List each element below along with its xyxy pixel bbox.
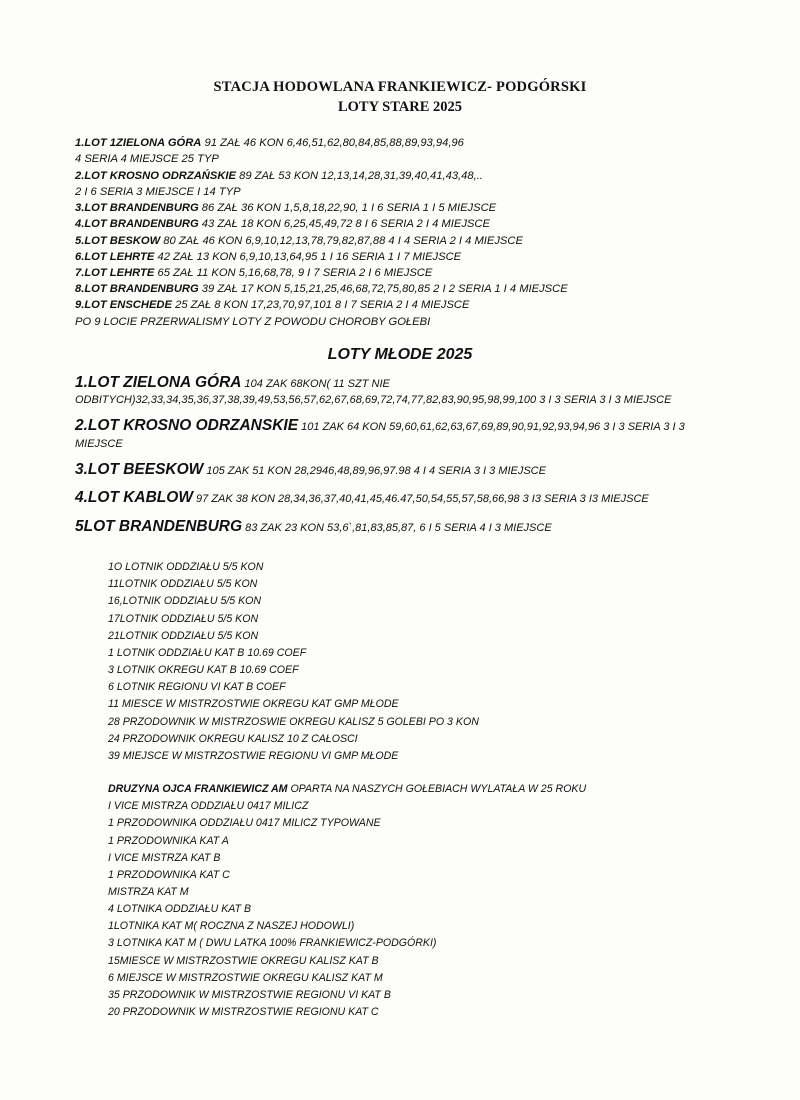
young-flights-title: LOTY MŁODE 2025 [327, 345, 473, 363]
awards-heading-bold: DRUZYNA OJCA FRANKIEWICZ AM [108, 783, 288, 796]
page-subtitle: LOTY STARE 2025 [337, 98, 463, 115]
awards-line: 4 LOTNIKA ODDZIAŁU KAT B [108, 903, 252, 916]
stats-line: 16,LOTNIK ODDZIAŁU 5/5 KON [108, 595, 262, 608]
stats-line: 21LOTNIK ODDZIAŁU 5/5 KON [108, 629, 259, 642]
awards-line: MISTRZA KAT M [108, 885, 189, 898]
old-flight-line [75, 265, 730, 281]
stats-line: 11LOTNIK ODDZIAŁU 5/5 KON [108, 578, 258, 591]
awards-line: 1 PRZODOWNIKA KAT C [108, 868, 230, 881]
old-flight-rest: 43 ZAŁ 18 KON 6,25,45,49,72 8 I 6 SERIA 2 I 4 MIEJSCE [201, 218, 490, 231]
old-flight-rest: 89 ZAŁ 53 KON 12,13,14,28,31,39,40,41,43,48,.. [239, 169, 483, 182]
awards-line: 1 PRZODOWNIKA ODDZIAŁU 0417 MILICZ TYPOWANE [108, 817, 381, 830]
awards-line: 15MIESCE W MISTRZOSTWIE OKREGU KALISZ KAT B [108, 954, 379, 967]
stats-line: 17LOTNIK ODDZIAŁU 5/5 KON [108, 612, 259, 625]
old-flight-rest: 91 ZAŁ 46 KON 6,46,51,62,80,84,85,88,89,93,94,96 [204, 137, 464, 150]
old-flight-line [75, 233, 730, 249]
stats-line: 39 MIEJSCE W MISTRZOSTWIE REGIONU VI GMP MŁODE [108, 749, 399, 762]
awards-heading-rest: OPARTA NA NASZYCH GOŁEBIACH WYLATAŁA W 25 ROKU [287, 783, 587, 796]
old-flight-subline: 4 SERIA 4 MIEJSCE 25 TYP [75, 153, 219, 166]
old-flight-rest: 39 ZAŁ 17 KON 5,15,21,25,46,68,72,75,80,85 2 I 2 SERIA 1 I 4 MIEJSCE [201, 283, 568, 296]
awards-heading [108, 781, 730, 798]
awards-line: I VICE MISTRZA ODDZIAŁU 0417 MILICZ [108, 800, 309, 813]
old-flight-line [75, 135, 730, 151]
young-flight-rest: 101 ZAK 64 KON 59,60,61,62,63,67,69,89,90,91,92,93,94,96 3 I 3 SERIA 3 I 3 MIEJSCE [75, 421, 685, 450]
old-flight-line [75, 216, 730, 232]
young-flight-head: 4.LOT KABLOW [75, 489, 193, 507]
young-flight-rest: 105 ZAK 51 KON 28,2946,48,89,96,97.98 4 I 4 SERIA 3 I 3 MIEJSCE [206, 465, 546, 478]
old-flight-head: 5.LOT BESKOW [75, 234, 161, 247]
old-flight-rest: 42 ZAŁ 13 KON 6,9,10,13,64,95 1 I 16 SERIA 1 I 7 MIEJSCE [157, 250, 462, 263]
awards-line: 20 PRZODOWNIK W MISTRZOSTWIE REGIONU KAT C [108, 1006, 379, 1019]
old-flight-head: 2.LOT KROSNO ODRZAŃSKIE [75, 169, 236, 182]
old-flight-head: 4.LOT BRANDENBURG [75, 218, 199, 231]
young-flight-entry [75, 372, 730, 409]
old-flight-rest: 25 ZAŁ 8 KON 17,23,70,97,101 8 I 7 SERIA 2 I 4 MIEJSCE [175, 299, 470, 312]
old-flights-note: PO 9 LOCIE PRZERWALISMY LOTY Z POWODU CHOROBY GOŁEBI [75, 315, 431, 328]
young-flight-head: 1.LOT ZIELONA GÓRA [75, 373, 242, 391]
young-flight-entry [75, 516, 730, 537]
stats-line: 6 LOTNIK REGIONU VI KAT B COEF [108, 681, 286, 694]
awards-line: 35 PRZODOWNIK W MISTRZOSTWIE REGIONU VI KAT B [108, 988, 391, 1001]
old-flight-head: 1.LOT 1ZIELONA GÓRA [75, 137, 202, 150]
old-flights-section [75, 135, 730, 330]
stats-line: 1 LOTNIK ODDZIAŁU KAT B 10.69 COEF [108, 646, 307, 659]
awards-line: 3 LOTNIKA KAT M ( DWU LATKA 100% FRANKIEWICZ-PODGÓRKI) [108, 937, 437, 950]
awards-line: 1LOTNIKA KAT M( ROCZNA Z NASZEJ HODOWLI) [108, 920, 355, 933]
stats-line: 3 LOTNIK OKREGU KAT B 10.69 COEF [108, 664, 299, 677]
page-title: STACJA HODOWLANA FRANKIEWICZ- PODGÓRSKI [213, 79, 587, 95]
old-flight-head: 3.LOT BRANDENBURG [75, 202, 199, 215]
old-flight-line [75, 281, 730, 297]
young-flights-section [75, 372, 730, 537]
old-flight-line [75, 168, 730, 184]
old-flight-head: 7.LOT LEHRTE [75, 267, 155, 279]
young-flight-rest: 104 ZAK 68KON( 11 SZT NIE ODBITYCH)32,33,34,35,36,37,38,39,49,53,56,57,62,67,68,69,72,74,77,82,83,90,95,98,99,100 3 I 3 SERIA 3 I 3 MIEJSCE [75, 377, 672, 407]
awards-line: 1 PRZODOWNIKA KAT A [108, 834, 229, 847]
stats-line: 24 PRZODOWNIK OKREGU KALISZ 10 Z CAŁOSCI [108, 732, 358, 745]
old-flight-rest: 80 ZAŁ 46 KON 6,9,10,12,13,78,79,82,87,88 4 I 4 SERIA 2 I 4 MIEJSCE [163, 234, 523, 247]
old-flight-rest: 86 ZAŁ 36 KON 1,5,8,18,22,90, 1 I 6 SERIA 1 I 5 MIEJSCE [201, 202, 497, 215]
awards-line: I VICE MISTRZA KAT B [108, 851, 221, 864]
young-flight-head: 5LOT BRANDENBURG [75, 517, 243, 535]
stats-section [108, 559, 730, 765]
stats-line: 11 MIESCE W MISTRZOSTWIE OKREGU KAT GMP MŁODE [108, 698, 399, 711]
old-flight-rest: 65 ZAŁ 11 KON 5,16,68,78, 9 I 7 SERIA 2 I 6 MIEJSCE [157, 267, 433, 279]
old-flight-line [75, 200, 730, 216]
young-flight-head: 2.LOT KROSNO ODRZANSKIE [75, 417, 299, 435]
awards-line: 6 MIEJSCE W MISTRZOSTWIE OKREGU KALISZ KAT M [108, 971, 383, 984]
old-flight-subline: 2 I 6 SERIA 3 MIEJSCE I 14 TYP [75, 185, 241, 198]
young-flight-entry [75, 415, 730, 452]
old-flight-line [75, 249, 730, 265]
young-flight-rest: 97 ZAK 38 KON 28,34,36,37,40,41,45,46.47,50,54,55,57,58,66,98 3 I3 SERIA 3 I3 MIEJSCE [196, 493, 649, 506]
old-flight-head: 8.LOT BRANDENBURG [75, 283, 199, 296]
young-flight-entry [75, 459, 730, 480]
old-flight-head: 6.LOT LEHRTE [75, 250, 155, 263]
old-flight-head: 9.LOT ENSCHEDE [75, 299, 172, 312]
young-flight-rest: 83 ZAK 23 KON 53,6`,81,83,85,87, 6 I 5 SERIA 4 I 3 MIEJSCE [245, 521, 552, 534]
awards-section [108, 781, 730, 1021]
young-flight-head: 3.LOT BEESKOW [75, 461, 204, 479]
old-flight-line [75, 297, 730, 313]
stats-line: 28 PRZODOWNIK W MISTRZOSWIE OKREGU KALISZ 5 GOLEBI PO 3 KON [108, 715, 479, 728]
young-flight-entry [75, 487, 730, 508]
stats-line: 1O LOTNIK ODDZIAŁU 5/5 KON [108, 561, 264, 574]
document-content [70, 78, 730, 1021]
